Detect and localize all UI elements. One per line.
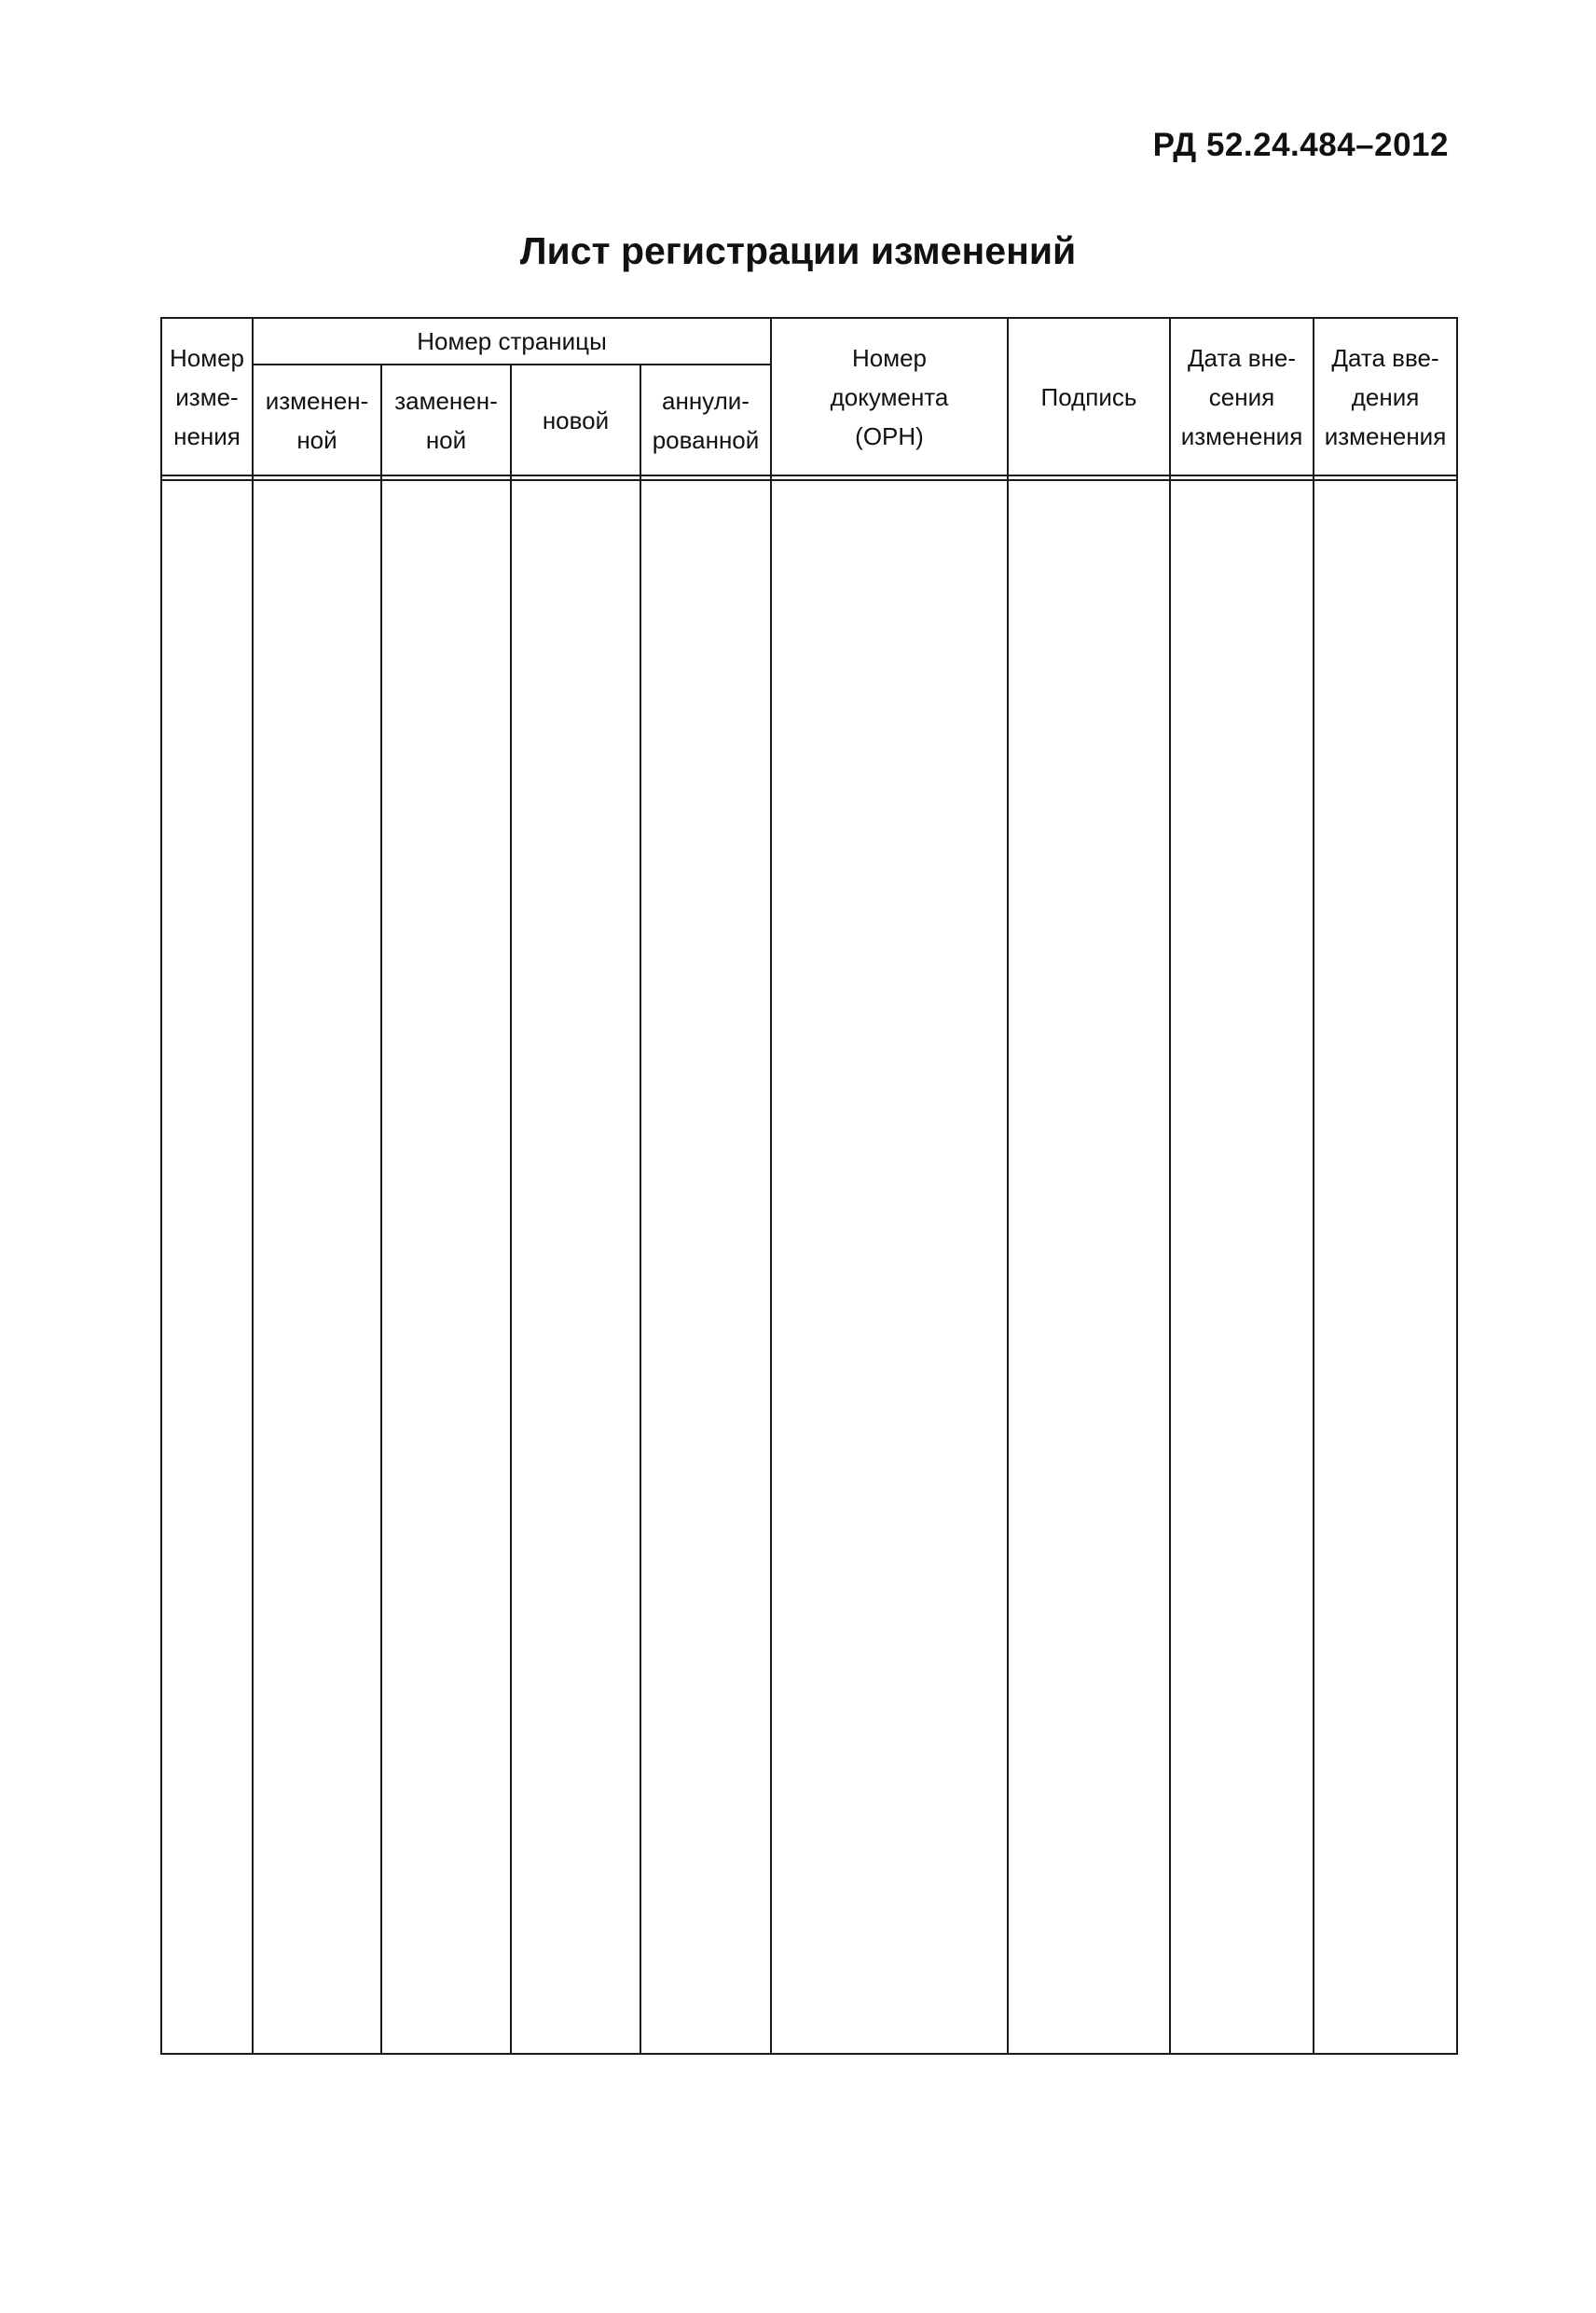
header-replaced-page: заменен- ной (394, 386, 498, 454)
page-title: Лист регистрации изменений (519, 229, 1077, 272)
column-divider (1169, 317, 1171, 2055)
column-divider (770, 317, 772, 2055)
header-annulled-page: аннули- рованной (652, 386, 760, 454)
header-changed-page: изменен- ной (265, 386, 369, 454)
column-divider (160, 317, 162, 2055)
column-divider (1007, 317, 1009, 2055)
header-bottom-border-second (160, 479, 1458, 481)
column-divider (380, 364, 382, 2055)
column-divider (510, 364, 512, 2055)
header-signature: Подпись (1040, 382, 1137, 411)
change-registration-table (160, 317, 1458, 2055)
header-introduction-date: Дата вве- дения изменения (1324, 343, 1447, 450)
header-document-number: Номер документа (ОРН) (830, 343, 949, 450)
column-divider (252, 317, 254, 2055)
header-change-number: Номер изме- нения (169, 343, 245, 450)
column-divider (1313, 317, 1314, 2055)
header-entry-date: Дата вне- сения изменения (1180, 343, 1303, 450)
header-new-page: новой (542, 406, 610, 434)
document-code: РД 52.24.484–2012 (1152, 127, 1449, 163)
header-bottom-border (160, 475, 1458, 476)
table-bottom-border (160, 2053, 1458, 2055)
column-divider (640, 364, 641, 2055)
column-divider (1456, 317, 1458, 2055)
header-page-number-group: Номер страницы (417, 327, 607, 355)
